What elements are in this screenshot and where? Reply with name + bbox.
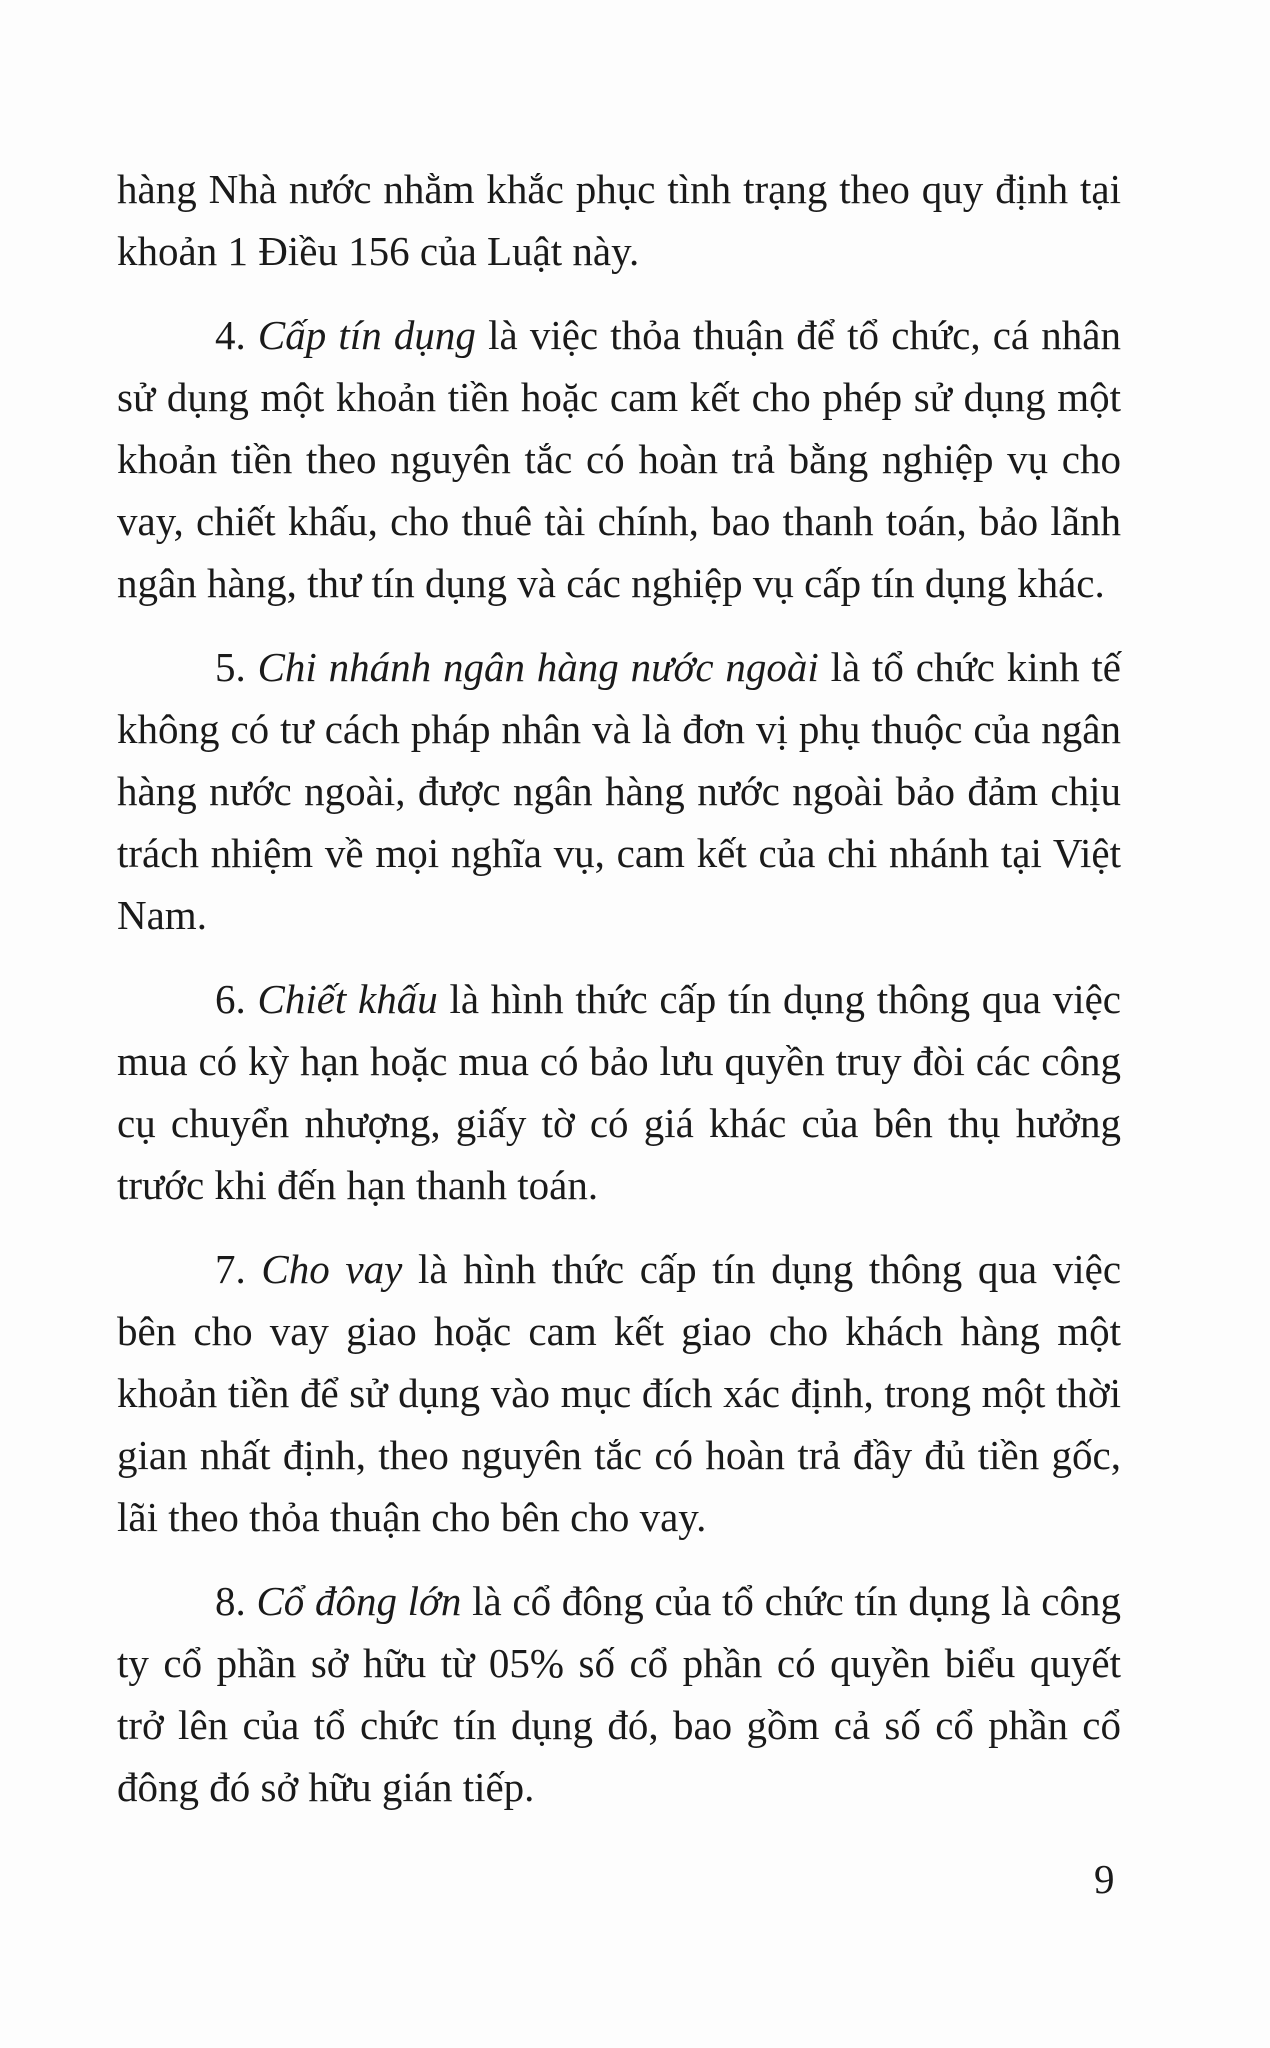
definition-body: là việc thỏa thuận để tổ chức, cá nhân sử dụng một khoản tiền hoặc cam kết cho phép sử dụng một khoản tiền theo nguyên tắc có hoàn trả bằng nghiệp vụ cho vay, chiết khấu, cho thuê tài chính, bao thanh toán, bảo lãnh ngân hàng, thư tín dụng và các nghiệp vụ cấp tín dụng khác. bbox=[117, 312, 1121, 606]
definition-body: là hình thức cấp tín dụng thông qua việc mua có kỳ hạn hoặc mua có bảo lưu quyền truy đòi các công cụ chuyển nhượng, giấy tờ có giá khác của bên thụ hưởng trước khi đến hạn thanh toán. bbox=[117, 976, 1122, 1208]
definition-number: 4. bbox=[215, 312, 246, 358]
page-number: 9 bbox=[1094, 1856, 1115, 1902]
definition-paragraph-8 bbox=[117, 1570, 1121, 1818]
definition-number: 6. bbox=[215, 976, 246, 1022]
definition-body: là cổ đông của tổ chức tín dụng là công ty cổ phần sở hữu từ 05% số cổ phần có quyền biểu quyết trở lên của tổ chức tín dụng đó, bao gồm cả số cổ phần cổ đông đó sở hữu gián tiếp. bbox=[117, 1578, 1122, 1810]
definition-paragraph-4 bbox=[117, 304, 1121, 614]
definition-number: 7. bbox=[215, 1246, 246, 1292]
definition-paragraph-5 bbox=[117, 636, 1121, 946]
defined-term: Chiết khấu bbox=[257, 976, 438, 1022]
defined-term: Cho vay bbox=[261, 1246, 403, 1292]
continuation-paragraph: hàng Nhà nước nhằm khắc phục tình trạng theo quy định tại khoản 1 Điều 156 của Luật này. bbox=[117, 166, 1121, 274]
defined-term: Cấp tín dụng bbox=[257, 312, 476, 358]
page-body bbox=[117, 158, 1121, 1818]
definition-number: 8. bbox=[215, 1578, 246, 1624]
definition-paragraph-7 bbox=[117, 1238, 1121, 1548]
definition-number: 5. bbox=[215, 644, 246, 690]
defined-term: Chi nhánh ngân hàng nước ngoài bbox=[257, 644, 819, 690]
definition-paragraph-6 bbox=[117, 968, 1121, 1216]
definition-body: là hình thức cấp tín dụng thông qua việc bên cho vay giao hoặc cam kết giao cho khách hàng một khoản tiền để sử dụng vào mục đích xác định, trong một thời gian nhất định, theo nguyên tắc có hoàn trả đầy đủ tiền gốc, lãi theo thỏa thuận cho bên cho vay. bbox=[117, 1246, 1122, 1540]
defined-term: Cổ đông lớn bbox=[256, 1578, 462, 1624]
definition-body: là tổ chức kinh tế không có tư cách pháp nhân và là đơn vị phụ thuộc của ngân hàng nước ngoài, được ngân hàng nước ngoài bảo đảm chịu trách nhiệm về mọi nghĩa vụ, cam kết của chi nhánh tại Việt Nam. bbox=[117, 644, 1122, 938]
